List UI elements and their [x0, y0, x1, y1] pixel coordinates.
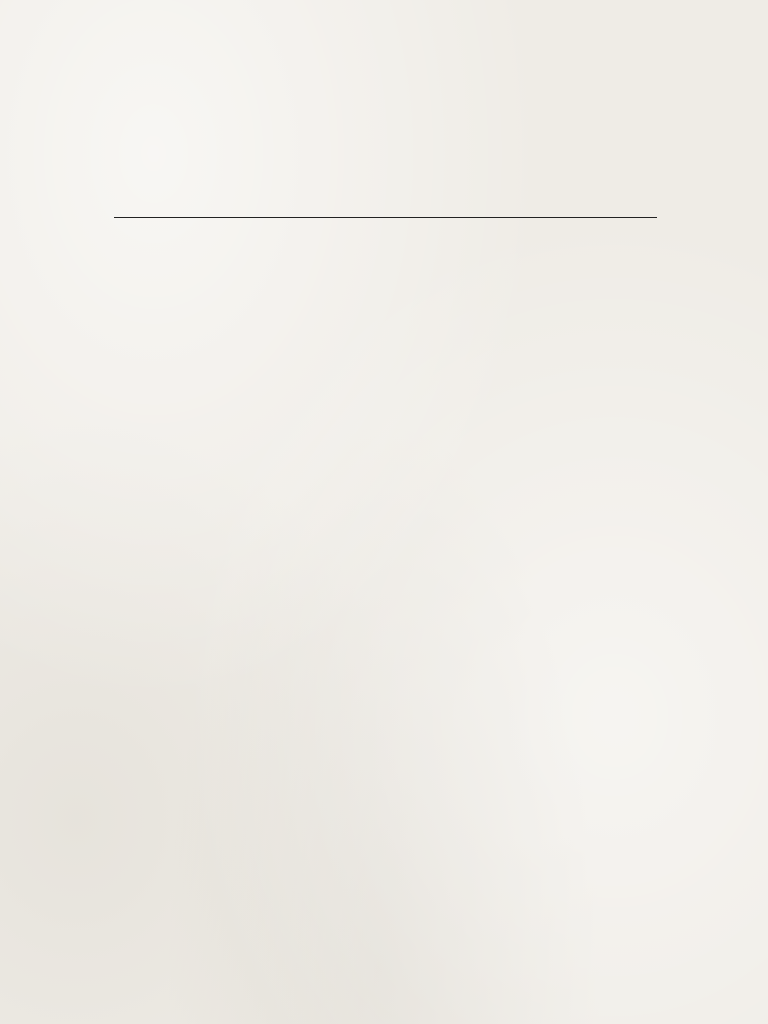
header-divider	[114, 217, 657, 218]
